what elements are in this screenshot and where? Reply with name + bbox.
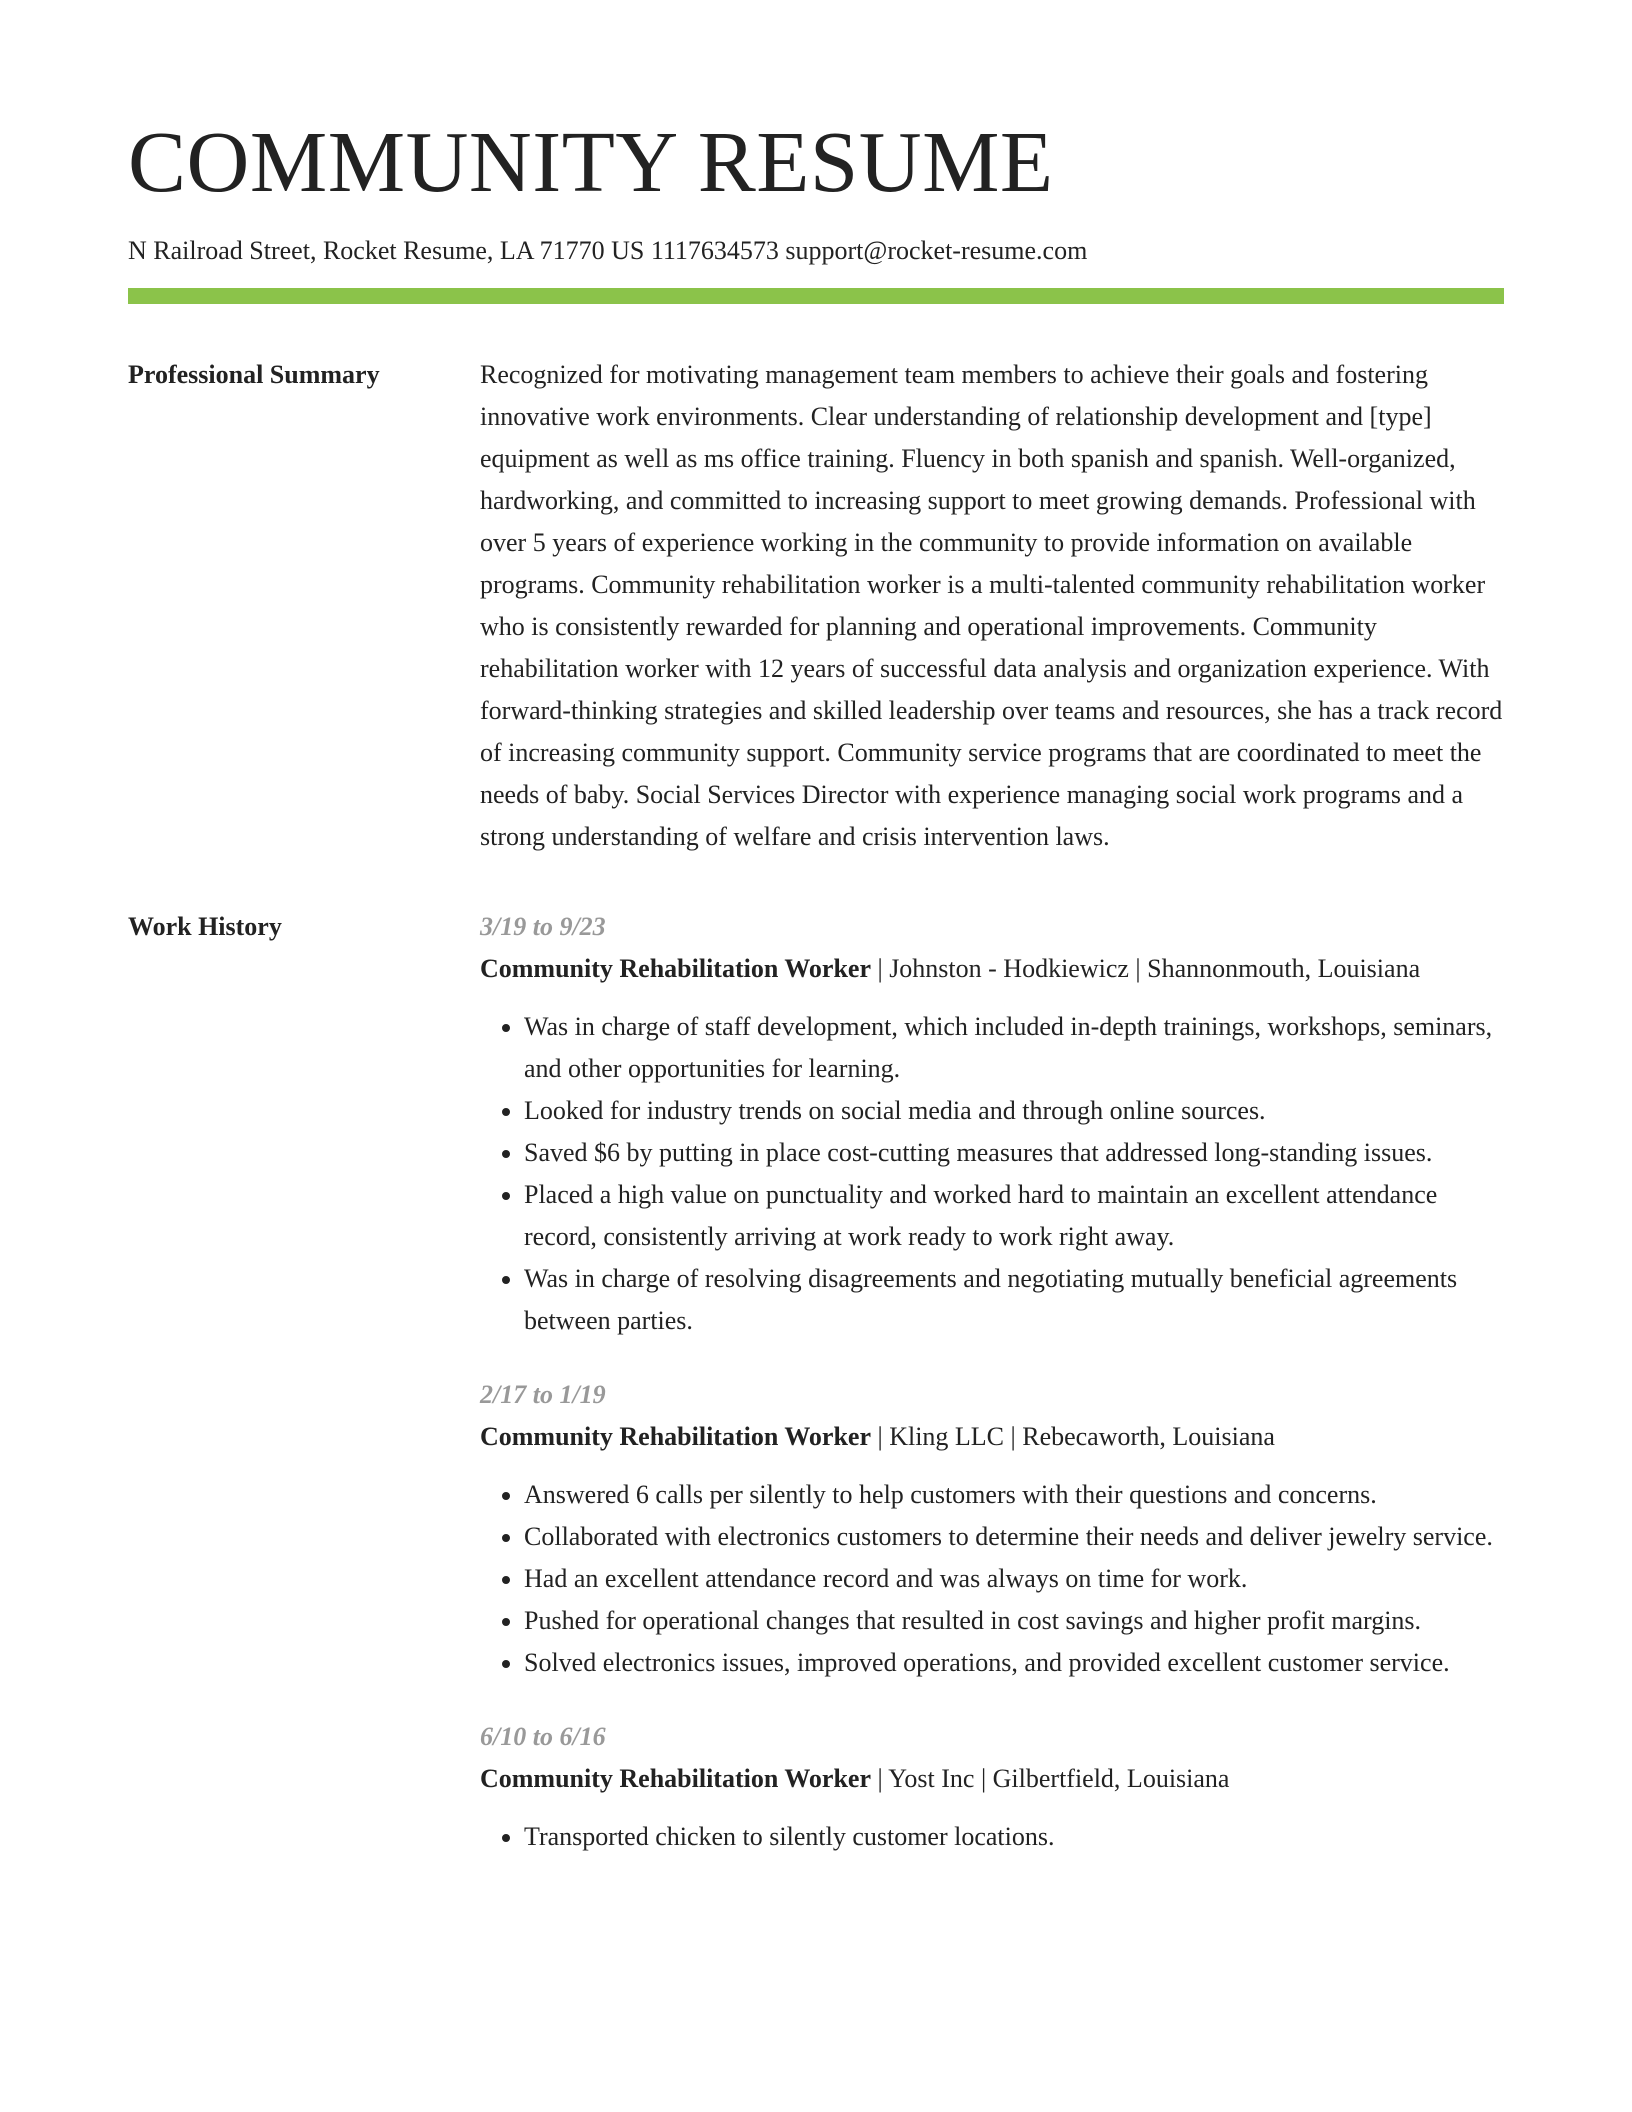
section-label-summary: Professional Summary [128,360,380,390]
work-history-section [128,906,1504,1890]
section-label-work-history: Work History [128,912,282,942]
job-heading [480,948,1504,990]
job-dates: 3/19 to 9/23 [480,912,606,942]
job-details: | Yost Inc | Gilbertfield, Louisiana [870,1764,1230,1794]
job-bullet: • Solved electronics issues, improved operations, and provided excellent customer service. [524,1642,1504,1684]
resume-name: COMMUNITY RESUME [128,113,1054,210]
job-bullets [480,1006,1504,1342]
job-title: Community Rehabilitation Worker [480,1422,871,1452]
job-bullet: • Looked for industry trends on social media and through online sources. [524,1090,1504,1132]
job-entry [480,1374,1504,1684]
job-bullet: • Saved $6 by putting in place cost-cutting measures that addressed long-standing issues. [524,1132,1504,1174]
job-bullet: • Answered 6 calls per silently to help customers with their questions and concerns. [524,1474,1504,1516]
professional-summary-section [128,354,1504,858]
job-bullet: • Had an excellent attendance record and was always on time for work. [524,1558,1504,1600]
job-bullet: • Placed a high value on punctuality and worked hard to maintain an excellent attendance record, consistently arriving at work ready to work right away. [524,1174,1504,1258]
job-title: Community Rehabilitation Worker [480,1764,871,1794]
job-dates: 6/10 to 6/16 [480,1722,606,1752]
job-bullet: • Was in charge of staff development, which included in-depth trainings, workshops, seminars, and other opportunities for learning. [524,1006,1504,1090]
job-bullets [480,1816,1504,1858]
summary-text: Recognized for motivating management team members to achieve their goals and fostering innovative work environments. Clear understanding of relationship development and [type] equipment as well as ms office training. Fluency in both spanish and spanish. Well-organized, hardworking, and committed to increasing support to meet growing demands. Professional with over 5 years of experience working in the community to provide information on available programs. Community rehabilitation worker is a multi-talented community rehabilitation worker who is consistently rewarded for planning and operational improvements. Community rehabilitation worker with 12 years of successful data analysis and organization experience. With forward-thinking strategies and skilled leadership over teams and resources, she has a track record of increasing community support. Community service programs that are coordinated to meet the needs of baby. Social Services Director with experience managing social work programs and a strong understanding of welfare and crisis intervention laws. [480,360,1503,852]
job-bullet: • Transported chicken to silently customer locations. [524,1816,1504,1858]
job-title: Community Rehabilitation Worker [480,954,871,984]
resume-page [128,0,1504,1890]
job-dates: 2/17 to 1/19 [480,1380,606,1410]
job-entry [480,1716,1504,1858]
job-heading [480,1758,1504,1800]
job-bullet: • Pushed for operational changes that resulted in cost savings and higher profit margins. [524,1600,1504,1642]
job-bullets [480,1474,1504,1684]
job-details: | Johnston - Hodkiewicz | Shannonmouth, Louisiana [870,954,1421,984]
job-bullet: • Was in charge of resolving disagreements and negotiating mutually beneficial agreements between parties. [524,1258,1504,1342]
job-bullet: • Collaborated with electronics customers to determine their needs and deliver jewelry service. [524,1516,1504,1558]
contact-line: N Railroad Street, Rocket Resume, LA 71770 US 1117634573 support@rocket-resume.com [128,236,1088,265]
header-divider [128,288,1504,304]
job-details: | Kling LLC | Rebecaworth, Louisiana [870,1422,1275,1452]
job-heading [480,1416,1504,1458]
job-entry [480,906,1504,1342]
